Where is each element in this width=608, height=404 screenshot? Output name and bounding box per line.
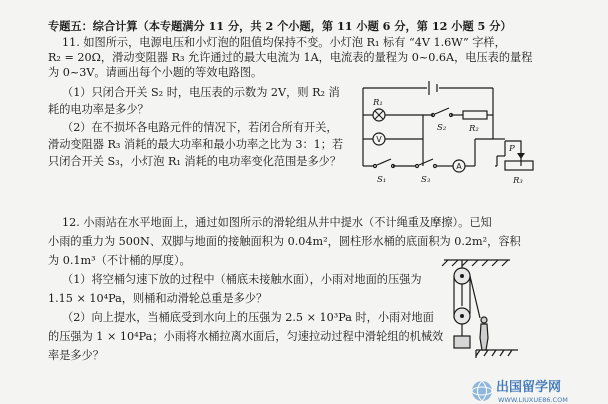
problem11-line-7: 滑动变阻器 R₃ 消耗的最大功率和最小功率之比为 3：1；若 bbox=[48, 138, 344, 151]
problem11-line-3: 为 0~3V。请画出每个小题的等效电路图。 bbox=[48, 66, 263, 79]
ammeter-label: A bbox=[456, 162, 462, 171]
section-heading: 专题五：综合计算（本专题满分 11 分，共 2 个小题，第 11 小题 6 分，第 12 小题 5 分） bbox=[48, 19, 512, 33]
problem11-line-8: 只闭合开关 S₃，小灯泡 R₁ 消耗的电功率变化范围是多少？ bbox=[48, 155, 342, 168]
lamp-r1-icon bbox=[373, 109, 385, 121]
switch-s3-icon bbox=[416, 159, 437, 168]
resistor-r2-icon bbox=[463, 111, 487, 119]
slider-arrow-icon bbox=[517, 153, 525, 159]
problem12-line-4: （1）将空桶匀速下放的过程中（桶底未接触水面），小雨对地面的压强为 bbox=[62, 273, 422, 286]
label-r1: R₁ bbox=[373, 98, 383, 108]
problem12-line-8: 率是多少？ bbox=[48, 349, 104, 362]
problem11-line-5: 耗的电功率是多少？ bbox=[48, 103, 149, 116]
problem12-line-2: 小雨的重力为 500N、双脚与地面的接触面积为 0.04m²，圆柱形水桶的底面积为 0.2m²，容积 bbox=[48, 235, 521, 248]
label-s2: S₂ bbox=[437, 123, 447, 133]
site-watermark bbox=[470, 378, 606, 404]
person-icon bbox=[480, 317, 488, 350]
bucket-icon bbox=[454, 336, 470, 348]
problem12-line-1: 12. 小雨站在水平地面上，通过如图所示的滑轮组从井中提水（不计绳重及摩擦）。已知 bbox=[62, 216, 492, 229]
problem11-line-6: （2）在不损坏各电路元件的情况下，若闭合所有开关， bbox=[62, 121, 338, 134]
problem11-line-2: R₂ = 20Ω，滑动变阻器 R₃ 允许通过的最大电流为 1A，电流表的量程为 0~0.6A，电压表的量程 bbox=[48, 51, 533, 64]
watermark-url: WWW.LIUXUE86.COM bbox=[498, 396, 568, 404]
pulley-diagram bbox=[440, 258, 520, 358]
problem12-line-5: 1.15 × 10⁴Pa，则桶和动滑轮总重是多少？ bbox=[48, 292, 268, 305]
problem12-line-7: 的压强为 1 × 10⁴Pa；小雨将水桶拉离水面后，匀速拉动过程中滑轮组的机械效 bbox=[48, 330, 444, 343]
problem12-line-3: 为 0.1m³（不计桶的厚度）。 bbox=[48, 254, 191, 267]
problem11-line-4: （1）只闭合开关 S₂ 时，电压表的示数为 2V，则 R₂ 消 bbox=[62, 86, 340, 99]
movable-pulley-icon bbox=[454, 308, 470, 324]
label-r3: R₃ bbox=[513, 176, 523, 186]
switch-s2-icon bbox=[432, 108, 453, 117]
label-s1: S₁ bbox=[377, 175, 387, 185]
ammeter-icon bbox=[453, 160, 465, 172]
label-p: P bbox=[509, 144, 515, 154]
voltmeter-label: V bbox=[376, 135, 382, 144]
voltmeter-icon bbox=[373, 133, 385, 145]
watermark-title: 出国留学网 bbox=[496, 380, 562, 395]
fixed-pulley-icon bbox=[454, 268, 470, 284]
label-s3: S₃ bbox=[421, 175, 431, 185]
problem12-line-6: （2）向上提水，当桶底受到水向上的压强为 2.5 × 10³Pa 时，小雨对地面 bbox=[62, 311, 434, 324]
label-r2: R₂ bbox=[469, 124, 479, 134]
switch-s1-icon bbox=[374, 159, 395, 168]
circuit-diagram bbox=[355, 81, 603, 193]
problem11-line-1: 11. 如图所示，电源电压和小灯泡的阻值均保持不变。小灯泡 R₁ 标有 “4V 1.6W” 字样， bbox=[62, 36, 506, 49]
rheostat-r3-icon bbox=[505, 161, 533, 170]
globe-logo-icon bbox=[472, 381, 492, 401]
